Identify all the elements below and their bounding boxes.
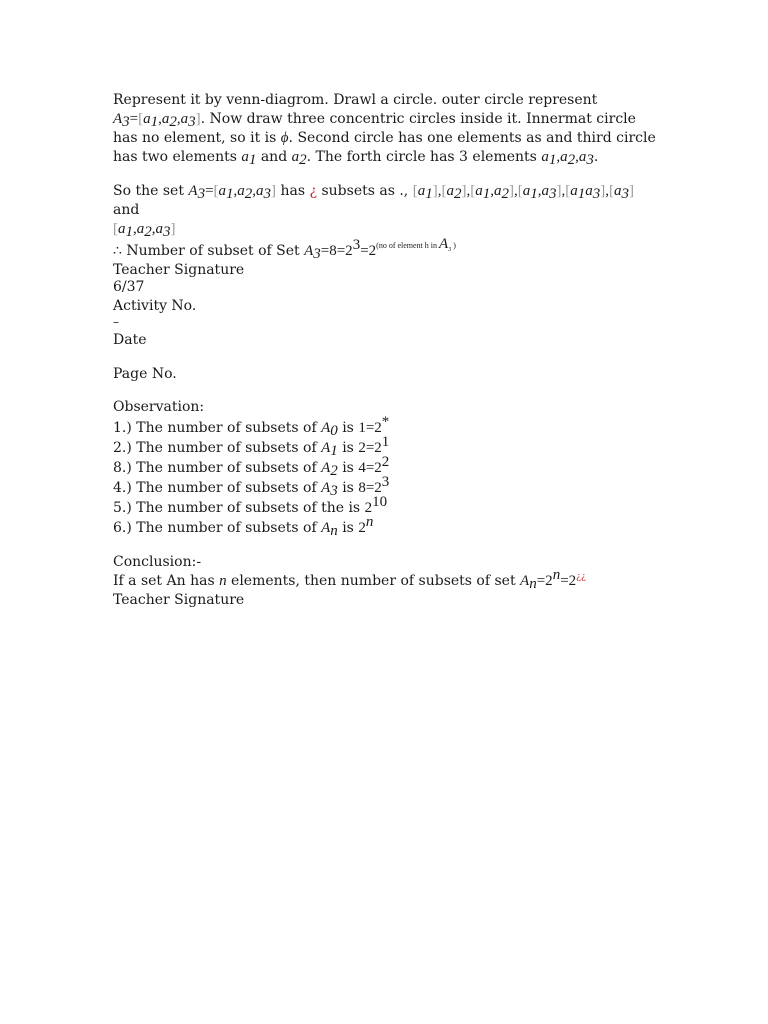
exp-note: (no of element h in xyxy=(376,241,438,250)
subsets-has: has xyxy=(280,183,306,199)
intro-line-3 xyxy=(113,129,658,148)
intro-and: and xyxy=(260,149,288,165)
intro-line-3b: . Second circle has one elements as and third circle xyxy=(288,130,656,146)
dash-mark: – xyxy=(113,315,119,329)
intro-line-2: $A_3=[a_1,a_2,a_3]$. Now draw three concentric circles inside it. Innermat circle xyxy=(113,111,636,130)
document-page xyxy=(113,91,658,610)
observation-item: 2.) The number of subsets of $A_1$ is $2=2^1$ xyxy=(113,434,390,459)
count-line: ∴ Number of subset of Set $A_3=8=2^3=2^{(no of element h in A_3 )}$ xyxy=(113,236,456,262)
intro-line-4a: has two elements xyxy=(113,149,237,165)
inverted-question-glyph: ¿ xyxy=(309,183,318,199)
date-label: Date xyxy=(113,332,147,348)
observation-item: 6.) The number of subsets of $A_n$ is 2$^n$ xyxy=(113,514,374,539)
page-reference: 6/37 xyxy=(113,279,145,295)
teacher-signature-1: Teacher Signature xyxy=(113,262,245,278)
subsets-line-1: So the set $A_3=[a_1,a_2,a_3]$ has ¿ subsets as ., $[a_1],[a_2],[a_1,a_2],[a_1,a_3],[a_1a_3],[a_3]$ and xyxy=(113,183,634,218)
page-no-label: Page No. xyxy=(113,366,177,382)
teacher-signature-2: Teacher Signature xyxy=(113,592,245,608)
activity-no: Activity No. xyxy=(113,298,197,314)
intro-line-3a: has no element, so it is xyxy=(113,130,277,146)
observation-item: 1.) The number of subsets of $A_0$ is 1=2* xyxy=(113,414,390,439)
subsets-and: and xyxy=(113,202,140,218)
therefore-symbol: ∴ xyxy=(113,243,122,259)
intro-line-4b: . The forth circle has 3 elements xyxy=(306,149,537,165)
observation-heading: Observation: xyxy=(113,399,205,415)
phi-symbol: ϕ xyxy=(280,130,289,146)
conclusion-heading: Conclusion:- xyxy=(113,554,202,570)
observation-item: 5.) The number of subsets of the is $2^{10}$ xyxy=(113,494,388,516)
subsets-line-2: $[a_1,a_2,a_3]$ xyxy=(113,221,176,240)
intro-line-4: has two elements $a_1$ and $a_2$. The forth circle has 3 elements $a_1,a_2,a_3$. xyxy=(113,149,599,168)
observation-item: 8.) The number of subsets of $A_2$ is $4=2^2$ xyxy=(113,454,390,479)
conclusion-text: If a set An has n elements, then number of subsets of set $A_n=2^n=2^{¿¿}$ xyxy=(113,567,586,592)
count-text: Number of subset of Set xyxy=(126,243,300,259)
intro-line-1: Represent it by venn-diagrom. Drawl a circle. outer circle represent xyxy=(113,92,598,108)
observation-item: 4.) The number of subsets of $A_3$ is $8=2^3$ xyxy=(113,474,390,499)
red-exponent-glyph: ¿¿ xyxy=(576,572,586,582)
subsets-as: subsets as ., xyxy=(321,183,409,199)
so-the-set: So the set xyxy=(113,183,184,199)
intro-line-2-text: . Now draw three concentric circles inside it. Innermat circle xyxy=(200,111,636,127)
